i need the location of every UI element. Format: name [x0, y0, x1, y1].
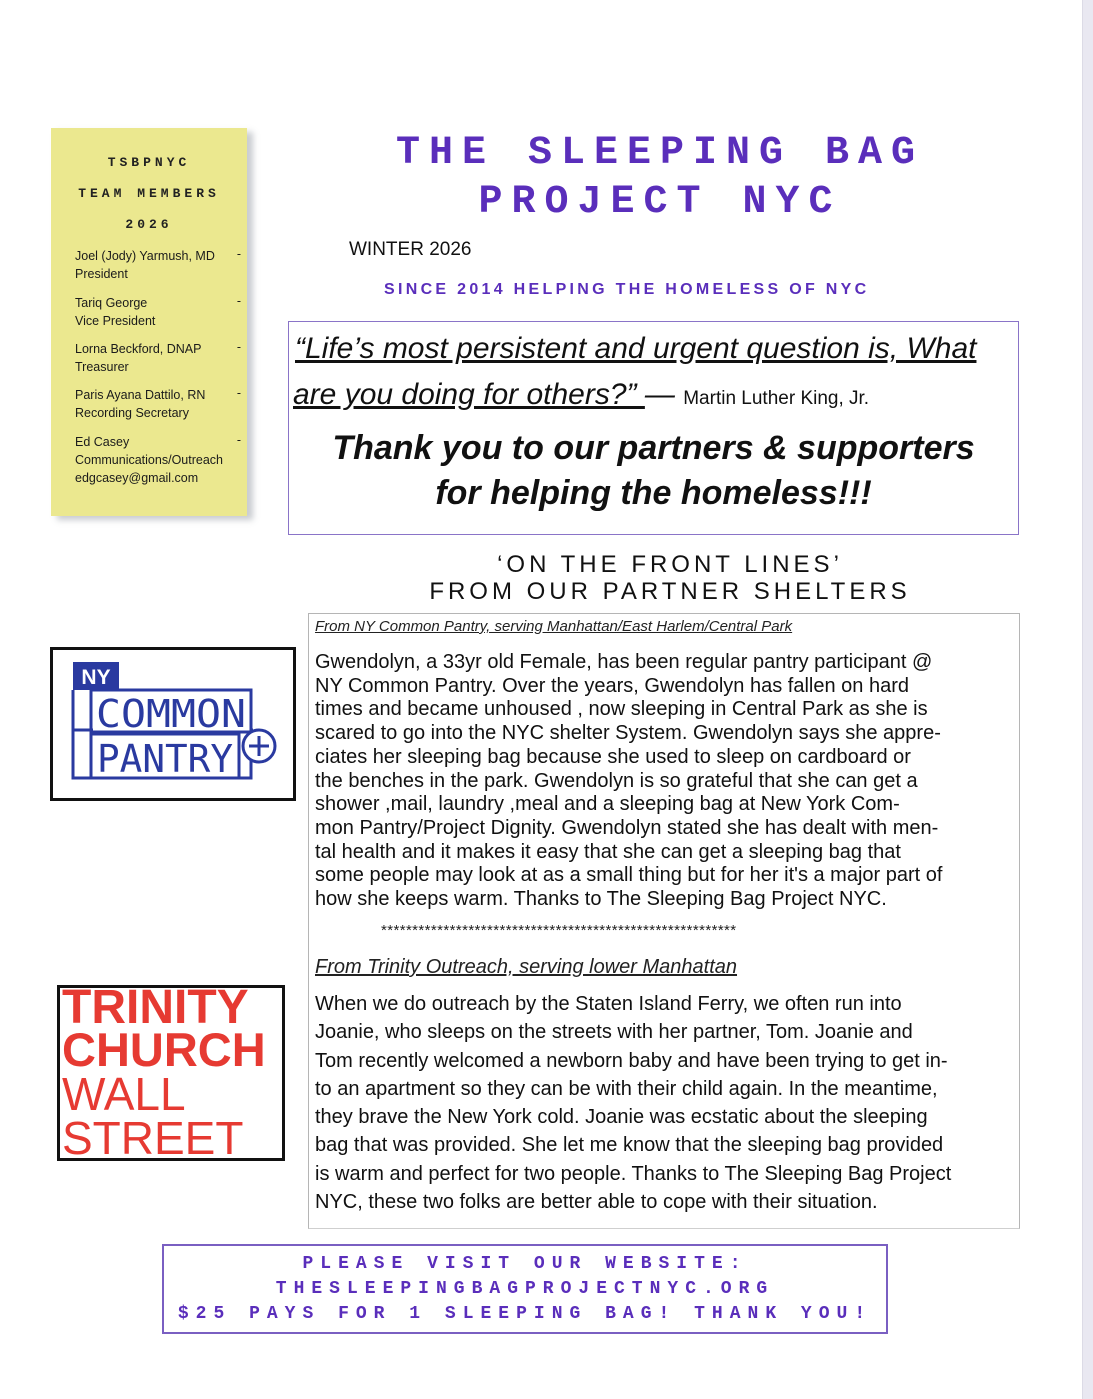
team-members-sidebar	[51, 128, 247, 516]
story-source-trinity: From Trinity Outreach, serving lower Manhattan	[315, 956, 738, 978]
member-communications	[75, 433, 243, 487]
ncp-common-text: COMMON	[96, 692, 246, 736]
edition-label: WINTER 2026	[349, 239, 472, 260]
member-name: Tariq George	[75, 296, 148, 310]
tcw-street: STREET	[62, 1112, 244, 1161]
story-line: Gwendolyn, a 33yr old Female, has been regular pantry participant @	[315, 651, 933, 673]
quote-line1: “Life’s most persistent and urgent question is, What	[295, 332, 977, 365]
quote-box	[288, 321, 1019, 535]
member-dash: -	[236, 433, 241, 447]
story-line: mon Pantry/Project Dignity. Gwendolyn stated she has dealt with men-	[315, 816, 939, 839]
tcw-church: CHURCH	[62, 1023, 266, 1076]
story-line: they brave the New York cold. Joanie was ecstatic about the sleeping	[315, 1106, 928, 1129]
quote-author: Martin Luther King, Jr.	[683, 388, 870, 409]
thanks-line2: for helping the homeless!!!	[435, 474, 872, 512]
sidebar-org: TSBPNYC	[107, 155, 191, 170]
story-line: tal health and it makes it easy that she can get a sleeping bag that	[315, 840, 901, 863]
member-dash: -	[236, 386, 241, 400]
member-role: Communications/Outreach	[75, 453, 223, 467]
story-line: the benches in the park. Gwendolyn is so grateful that she can get a	[315, 769, 918, 792]
quote-line2: are you doing for others?”	[293, 378, 645, 411]
story-common-pantry	[315, 651, 1015, 912]
stories-box	[308, 613, 1020, 1229]
story-line: NY Common Pantry. Over the years, Gwendolyn has fallen on hard	[315, 674, 909, 697]
member-role: Treasurer	[75, 360, 129, 374]
story-line: how she keeps warm. Thanks to The Sleeping Bag Project NYC.	[315, 888, 887, 911]
member-role: Vice President	[75, 314, 156, 328]
story-line: to an apartment so they can be with their child again. In the meantime,	[315, 1077, 938, 1100]
member-dash: -	[236, 294, 241, 308]
newsletter-title-line1: THE SLEEPING BAG	[395, 131, 925, 176]
story-line: Tom recently welcomed a newborn baby and have been trying to get in-	[315, 1049, 948, 1072]
story-line: shower ,mail, laundry ,meal and a sleeping bag at New York Com-	[315, 793, 900, 816]
story-line: times and became unhoused , now sleeping in Central Park as she is	[315, 698, 928, 721]
story-line: Joanie, who sleeps on the streets with her partner, Tom. Joanie and	[315, 1021, 913, 1044]
sidebar-team-label: TEAM MEMBERS	[78, 186, 220, 201]
member-dash: -	[236, 340, 241, 354]
website-footer-box	[162, 1244, 888, 1334]
front-lines-subheading: FROM OUR PARTNER SHELTERS	[429, 578, 911, 605]
sidebar-year: 2026	[125, 217, 173, 232]
member-role: President	[75, 267, 128, 281]
footer-visit-text: PLEASE VISIT OUR WEBSITE:	[302, 1254, 748, 1274]
member-name: Lorna Beckford, DNAP	[75, 342, 202, 356]
story-line: scared to go into the NYC shelter System. Gwendolyn says she appre-	[315, 722, 941, 745]
thanks-line1: Thank you to our partners & supporters	[332, 429, 975, 467]
member-recording-secretary	[75, 386, 243, 422]
front-lines-heading: ‘ON THE FRONT LINES’	[497, 551, 843, 578]
member-vice-president	[75, 294, 243, 330]
member-role: Recording Secretary	[75, 406, 189, 420]
member-email-link[interactable]: edgcasey@gmail.com	[75, 471, 199, 485]
ncp-ny-text: NY	[81, 666, 111, 689]
tagline: SINCE 2014 HELPING THE HOMELESS OF NYC	[384, 281, 870, 298]
story-line: is warm and perfect for two people. Thanks to The Sleeping Bag Project	[315, 1162, 952, 1185]
footer-donation-text: $25 PAYS FOR 1 SLEEPING BAG! THANK YOU!	[177, 1304, 873, 1324]
story-line: When we do outreach by the Staten Island Ferry, we often run into	[315, 993, 902, 1015]
website-link[interactable]: THESLEEPINGBAGPROJECTNYC.ORG	[275, 1279, 775, 1299]
trinity-church-wall-street-logo	[57, 985, 285, 1161]
tcw-trinity: TRINITY	[62, 985, 249, 1034]
member-dash: -	[236, 247, 241, 261]
story-separator: *********************************************************	[381, 922, 737, 939]
story-line: some people may look at as a small thing but for her it's a major part of	[315, 864, 943, 887]
story-line: ciates her sleeping bag because she used to sleep on cardboard or	[315, 745, 911, 768]
quote-dash: —	[644, 378, 684, 411]
tcw-wall: WALL	[62, 1068, 186, 1120]
member-name: Ed Casey	[75, 435, 130, 449]
ny-common-pantry-logo-art	[53, 650, 293, 798]
story-trinity	[315, 990, 1021, 1216]
mlk-quote	[295, 326, 1015, 422]
ny-common-pantry-logo	[50, 647, 296, 801]
member-name: Paris Ayana Dattilo, RN	[75, 388, 206, 402]
ncp-pantry-text: PANTRY	[97, 737, 234, 781]
thanks-message	[289, 426, 1018, 516]
story-line: NYC, these two folks are better able to cope with their situation.	[315, 1191, 878, 1214]
member-name: Joel (Jody) Yarmush, MD	[75, 249, 215, 263]
member-treasurer	[75, 340, 243, 376]
story-source-common-pantry: From NY Common Pantry, serving Manhattan/East Harlem/Central Park	[315, 618, 793, 635]
page-edge	[1082, 0, 1093, 1399]
member-president	[75, 247, 243, 283]
story-line: bag that was provided. She let me know that the sleeping bag provided	[315, 1134, 944, 1157]
newsletter-title-line2: PROJECT NYC	[478, 180, 842, 225]
